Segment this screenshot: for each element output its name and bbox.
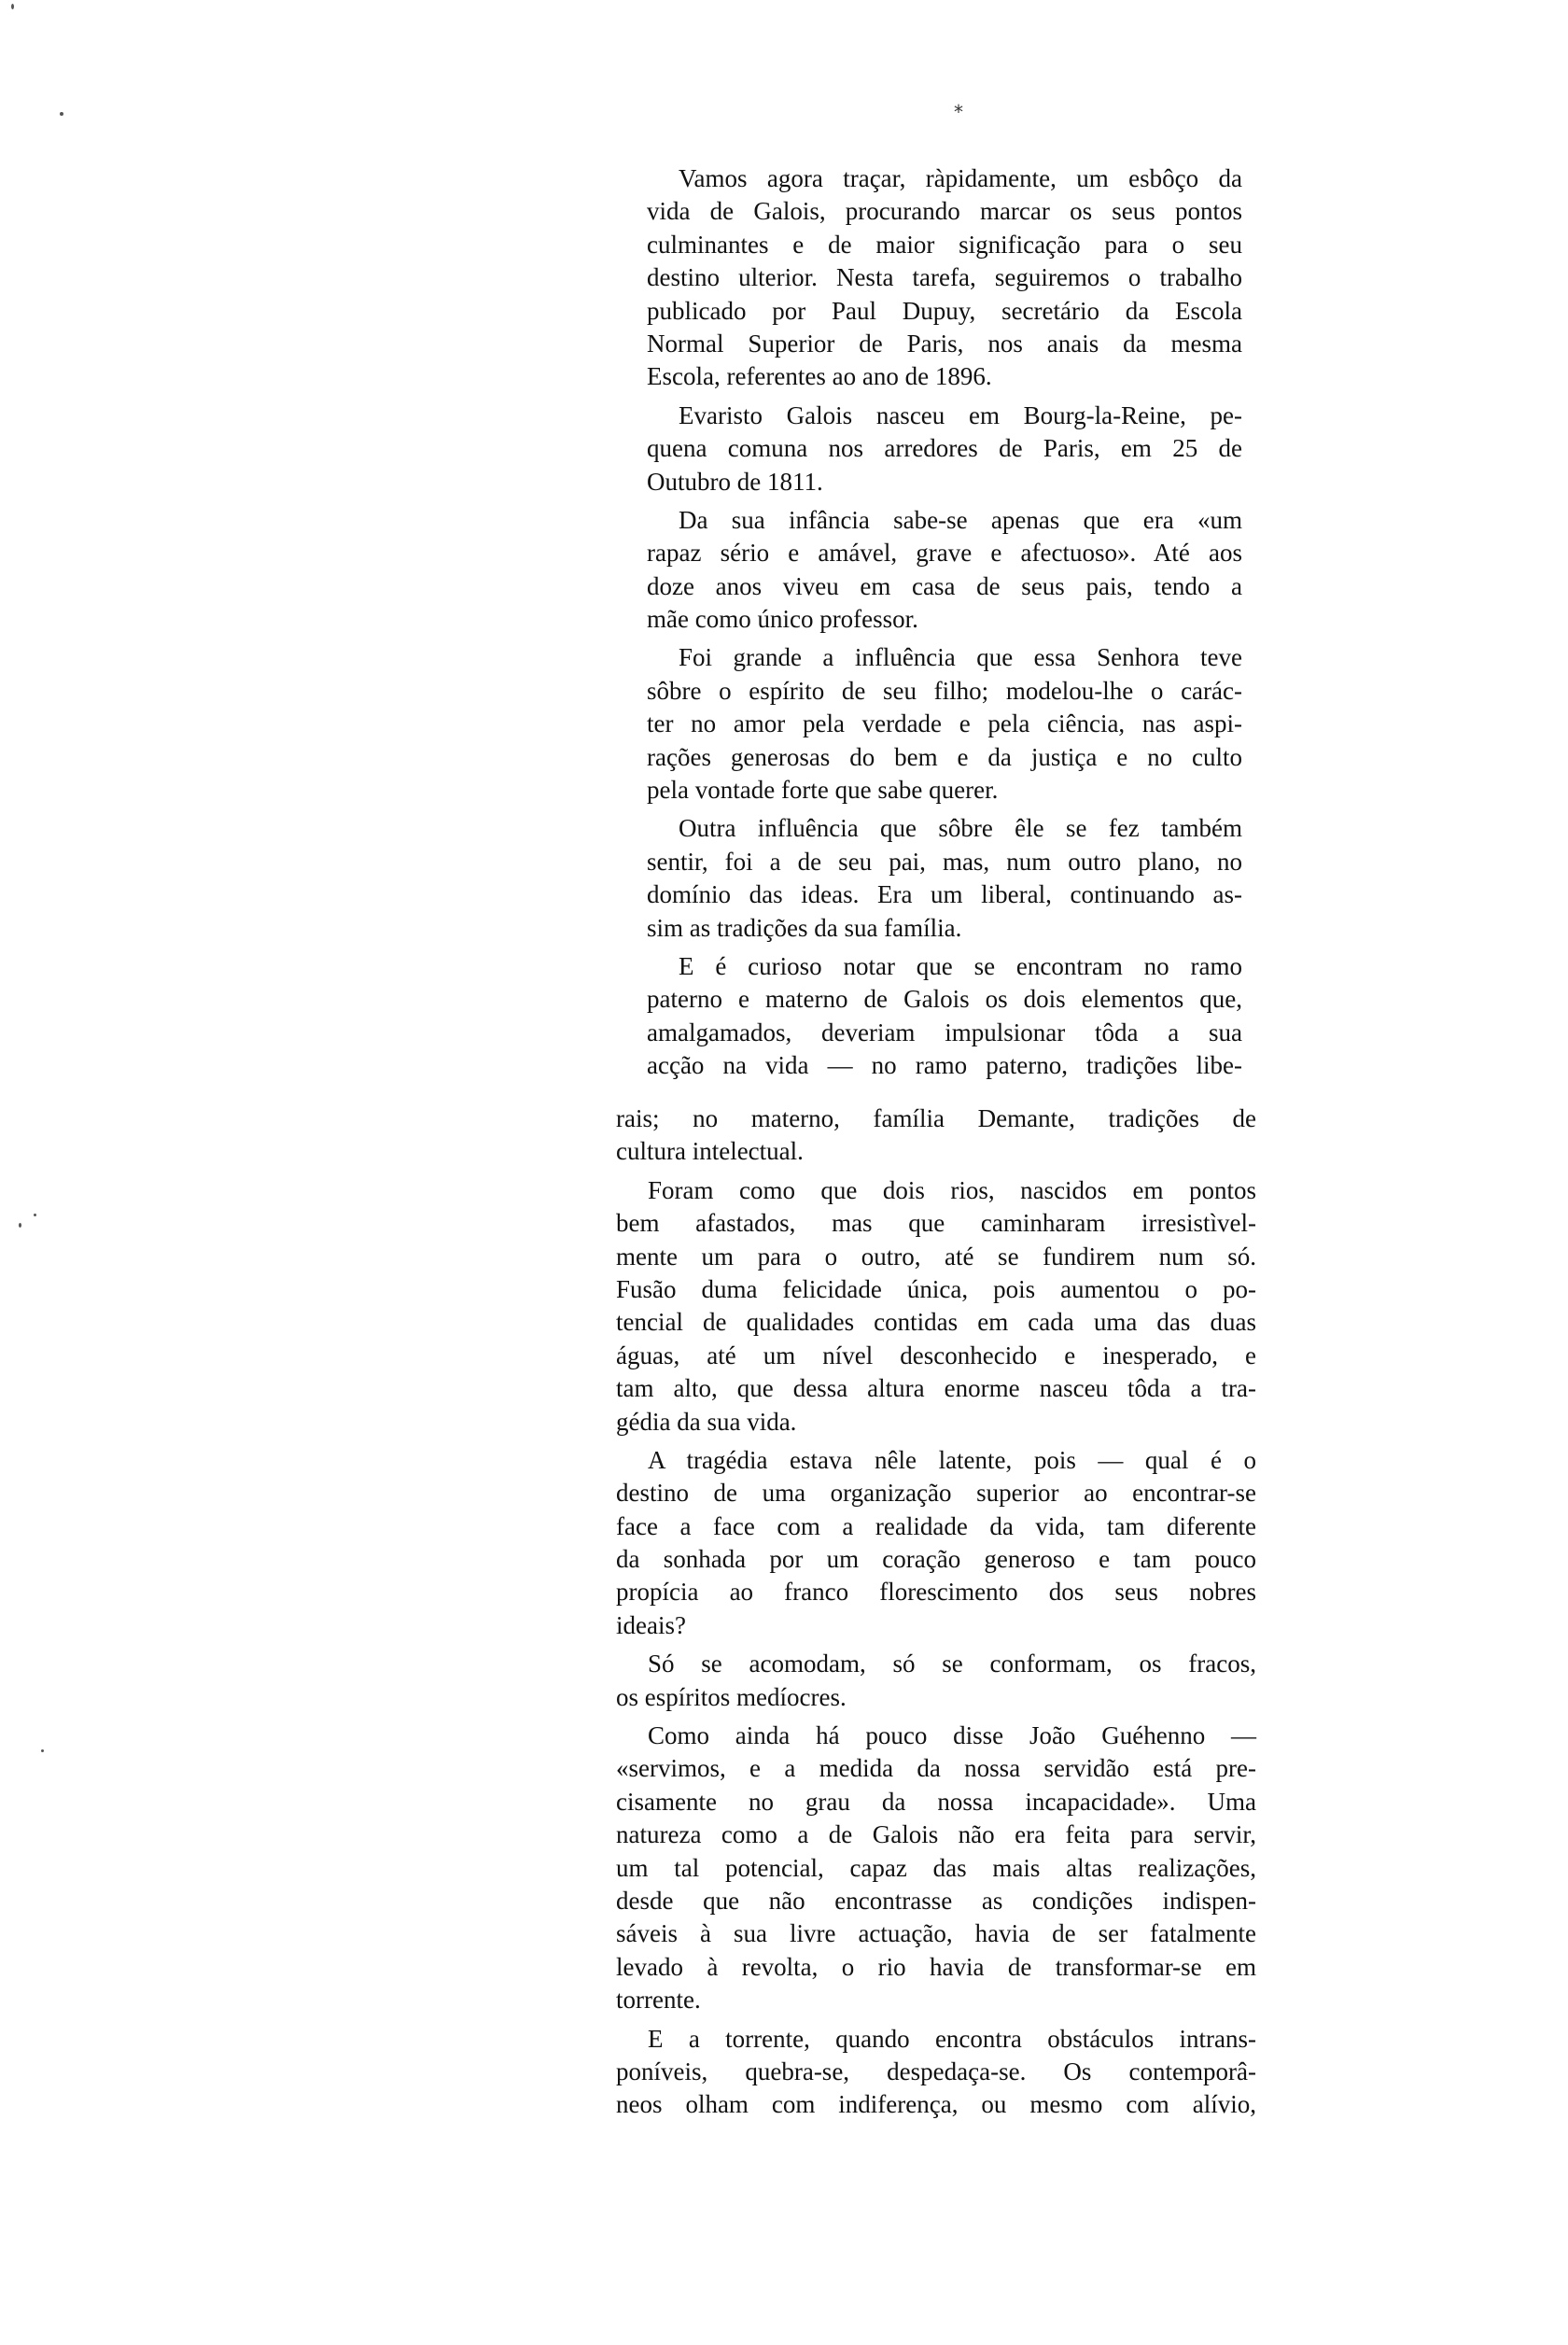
text-line: destino de uma organização superior ao encontrar-se (616, 1479, 1256, 1508)
text-line: Da sua infância sabe-se apenas que era «um (679, 505, 1242, 534)
text-line: domínio das ideas. Era um liberal, continuando as- (647, 880, 1242, 909)
text-line: Escola, referentes ao ano de 1896. (647, 362, 992, 391)
text-line: torrente. (616, 1986, 701, 2015)
text-line: rais; no materno, família Demante, tradições de (616, 1104, 1256, 1132)
text-line: vida de Galois, procurando marcar os seus pontos (647, 197, 1242, 226)
text-line: E a torrente, quando encontra obstáculos intrans- (648, 2024, 1256, 2053)
text-line: tam alto, que dessa altura enorme nasceu tôda a tra- (616, 1374, 1256, 1403)
text-line: rapaz sério e amável, grave e afectuoso». Até aos (647, 539, 1242, 568)
text-line: natureza como a de Galois não era feita para servir, (616, 1820, 1256, 1849)
text-line: da sonhada por um coração generoso e tam pouco (616, 1545, 1256, 1574)
text-line: Foram como que dois rios, nascidos em pontos (648, 1175, 1256, 1204)
text-line: Evaristo Galois nasceu em Bourg-la-Reine, pe- (679, 400, 1242, 429)
page-mark: * (954, 101, 963, 123)
text-line: Vamos agora traçar, ràpidamente, um esbôço da (679, 164, 1242, 192)
text-line: quena comuna nos arredores de Paris, em 25 de (647, 434, 1242, 463)
text-line: sentir, foi a de seu pai, mas, num outro plano, no (647, 847, 1242, 876)
text-line: A tragédia estava nêle latente, pois — qual é o (648, 1445, 1256, 1474)
text-line: face a face com a realidade da vida, tam diferente (616, 1511, 1256, 1540)
text-line: águas, até um nível desconhecido e inesperado, e (616, 1341, 1256, 1369)
text-column-bottom (616, 1102, 1256, 2122)
text-line: «servimos, e a medida da nossa servidão está pre- (616, 1754, 1256, 1783)
scan-speck (19, 1223, 21, 1228)
text-line: Outubro de 1811. (647, 467, 823, 496)
text-line: ideais? (616, 1610, 686, 1639)
text-line: sim as tradições da sua família. (647, 913, 962, 942)
text-line: Foi grande a influência que essa Senhora teve (679, 643, 1242, 672)
text-line: Fusão duma felicidade única, pois aumentou o po- (616, 1274, 1256, 1303)
text-line: amalgamados, deveriam impulsionar tôda a sua (647, 1018, 1242, 1046)
text-line: bem afastados, mas que caminharam irresistìvel- (616, 1209, 1256, 1238)
text-line: pela vontade forte que sabe querer. (647, 776, 999, 805)
text-line: sáveis à sua livre actuação, havia de ser fatalmente (616, 1919, 1256, 1948)
text-line: mãe como único professor. (647, 605, 918, 634)
text-line: um tal potencial, capaz das mais altas realizações, (616, 1853, 1256, 1882)
scan-speck (41, 1749, 44, 1752)
text-line: mente um para o outro, até se fundirem num só. (616, 1242, 1256, 1271)
text-line: Outra influência que sôbre êle se fez também (679, 814, 1242, 843)
text-line: ter no amor pela verdade e pela ciência, nas aspi- (647, 709, 1242, 738)
text-line: doze anos viveu em casa de seus pais, tendo a (647, 571, 1242, 600)
text-line: Como ainda há pouco disse João Guéhenno — (648, 1721, 1256, 1750)
scan-speck (60, 112, 63, 116)
text-line: cultura intelectual. (616, 1137, 804, 1166)
text-line: gédia da sua vida. (616, 1407, 797, 1436)
text-line: Normal Superior de Paris, nos anais da mesma (647, 329, 1242, 358)
scan-speck (11, 4, 14, 9)
text-line: Só se acomodam, só se conformam, os fracos, (648, 1650, 1256, 1678)
text-line: neos olham com indiferença, ou mesmo com alívio, (616, 2090, 1256, 2119)
text-line: os espíritos medíocres. (616, 1682, 847, 1711)
text-line: E é curioso notar que se encontram no ramo (679, 951, 1242, 980)
text-line: rações generosas do bem e da justiça e no culto (647, 742, 1242, 771)
text-line: propícia ao franco florescimento dos seus nobres (616, 1578, 1256, 1607)
text-line: poníveis, quebra-se, despedaça-se. Os contemporâ- (616, 2057, 1256, 2085)
text-column-top (647, 162, 1242, 1083)
text-line: desde que não encontrasse as condições indispen- (616, 1886, 1256, 1915)
text-line: tencial de qualidades contidas em cada uma das duas (616, 1308, 1256, 1337)
text-line: paterno e materno de Galois os dois elementos que, (647, 985, 1242, 1014)
text-line: cisamente no grau da nossa incapacidade». Uma (616, 1787, 1256, 1816)
text-line: destino ulterior. Nesta tarefa, seguiremos o trabalho (647, 263, 1242, 292)
text-line: acção na vida — no ramo paterno, tradições libe- (647, 1051, 1242, 1080)
text-line: sôbre o espírito de seu filho; modelou-lhe o carác- (647, 676, 1242, 705)
text-line: levado à revolta, o rio havia de transformar-se em (616, 1952, 1256, 1981)
text-line: culminantes e de maior significação para o seu (647, 230, 1242, 259)
text-line: publicado por Paul Dupuy, secretário da Escola (647, 296, 1242, 325)
scan-speck (34, 1214, 36, 1216)
